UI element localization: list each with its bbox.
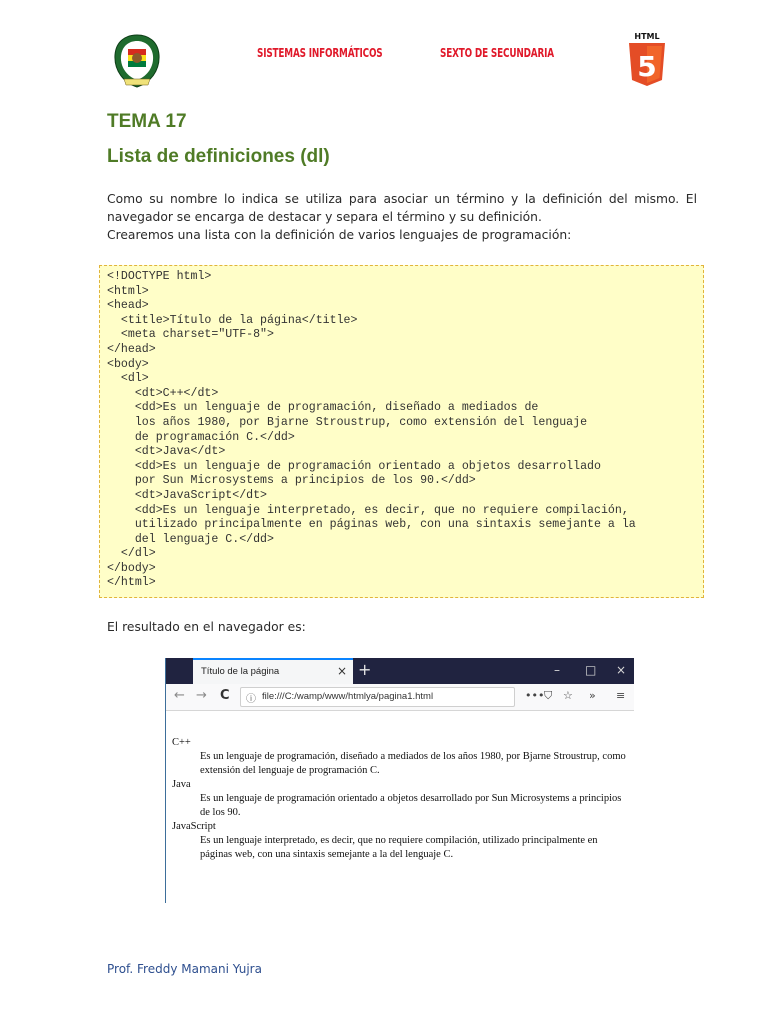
code-line: <dd>Es un lenguaje interpretado, es decir, que no requiere compilación, bbox=[107, 503, 629, 517]
browser-nav-bar bbox=[165, 684, 634, 711]
code-line: los años 1980, por Bjarne Stroustrup, como extensión del lenguaje bbox=[107, 415, 588, 429]
browser-tab[interactable] bbox=[193, 658, 353, 684]
definition-term: Java bbox=[172, 778, 191, 790]
school-crest-icon bbox=[112, 33, 162, 89]
code-line: <title>Título de la página</title> bbox=[107, 313, 358, 327]
header-grade: SEXTO DE SECUNDARIA bbox=[440, 46, 554, 60]
footer-author: Prof. Freddy Mamani Yujra bbox=[107, 962, 262, 976]
info-icon[interactable]: ⓘ bbox=[246, 694, 256, 705]
code-line: </html> bbox=[107, 576, 156, 590]
browser-window bbox=[165, 658, 634, 903]
code-line: <body> bbox=[107, 357, 149, 371]
code-listing bbox=[99, 265, 704, 598]
bookmark-star-icon[interactable]: ☆ bbox=[563, 689, 573, 702]
intro-line-2: Crearemos una lista con la definición de varios lenguajes de programación: bbox=[107, 228, 572, 242]
url-text[interactable]: file:///C:/wamp/www/htmlya/pagina1.html bbox=[262, 691, 434, 702]
window-close-icon[interactable]: × bbox=[616, 663, 627, 677]
new-tab-icon[interactable]: + bbox=[358, 660, 372, 679]
browser-tab-bar bbox=[165, 658, 634, 684]
header-subject: SISTEMAS INFORMÁTICOS bbox=[257, 46, 383, 60]
browser-frame-edge bbox=[165, 658, 166, 903]
overflow-menu-icon[interactable]: » bbox=[589, 689, 596, 702]
html5-logo-icon bbox=[626, 30, 668, 90]
definition-description: Es un lenguaje de programación, diseñado a mediados de los años 1980, por Bjarne Stroustrup, como extensión del lenguaje de programación C. bbox=[200, 750, 626, 776]
code-line: <meta charset="UTF-8"> bbox=[107, 328, 274, 342]
html5-logo-label: HTML bbox=[634, 32, 660, 41]
page-actions-icon[interactable]: ••• bbox=[525, 689, 545, 702]
definition-term: C++ bbox=[172, 736, 191, 748]
code-line: </body> bbox=[107, 561, 156, 575]
code-line: <dt>JavaScript</dt> bbox=[107, 488, 268, 502]
code-line: de programación C.</dd> bbox=[107, 430, 295, 444]
reload-icon[interactable]: C bbox=[220, 688, 230, 703]
code-line: <dl> bbox=[107, 372, 149, 386]
minimize-icon[interactable]: – bbox=[554, 663, 560, 677]
tab-title: Título de la página bbox=[201, 666, 280, 677]
code-line: <!DOCTYPE html> bbox=[107, 270, 212, 283]
pocket-icon[interactable]: ⛉ bbox=[544, 689, 553, 702]
result-label: El resultado en el navegador es: bbox=[107, 620, 306, 634]
tab-close-icon[interactable]: × bbox=[337, 664, 348, 678]
code-line: <head> bbox=[107, 299, 149, 313]
code-line: <dd>Es un lenguaje de programación orientado a objetos desarrollado bbox=[107, 459, 601, 473]
definition-description: Es un lenguaje de programación orientado a objetos desarrollado por Sun Microsystems a principios de los 90. bbox=[200, 792, 622, 818]
address-bar[interactable] bbox=[240, 687, 515, 707]
intro-line-1: Como su nombre lo indica se utiliza para asociar un término y la definición del mismo. El navegador se encarga de destacar y separa el término y su definición. bbox=[107, 192, 697, 224]
code-line: <html> bbox=[107, 284, 149, 298]
intro-paragraph bbox=[107, 190, 697, 244]
code-line: </head> bbox=[107, 342, 156, 356]
rendered-definition-list bbox=[172, 736, 632, 862]
code-line: <dt>C++</dt> bbox=[107, 386, 219, 400]
code-line: del lenguaje C.</dd> bbox=[107, 532, 274, 546]
code-block bbox=[100, 266, 703, 591]
topic-title: TEMA 17 bbox=[107, 111, 187, 132]
code-line: por Sun Microsystems a principios de los 90.</dd> bbox=[107, 474, 476, 488]
definition-term: JavaScript bbox=[172, 820, 216, 832]
back-icon[interactable]: ← bbox=[174, 688, 185, 703]
code-line: <dd>Es un lenguaje de programación, diseñado a mediados de bbox=[107, 401, 539, 415]
forward-icon[interactable]: → bbox=[196, 688, 207, 703]
page-header bbox=[0, 0, 768, 100]
hamburger-menu-icon[interactable]: ≡ bbox=[616, 689, 626, 702]
code-line: <dt>Java</dt> bbox=[107, 445, 226, 459]
code-line: utilizado principalmente en páginas web, con una sintaxis semejante a la bbox=[107, 518, 636, 532]
topic-subtitle: Lista de definiciones (dl) bbox=[107, 146, 330, 167]
definition-description: Es un lenguaje interpretado, es decir, que no requiere compilación, utilizado principalmente en páginas web, con una sintaxis semejante a la del lenguaje C. bbox=[200, 834, 598, 860]
code-line: </dl> bbox=[107, 547, 156, 561]
maximize-icon[interactable]: □ bbox=[585, 663, 597, 677]
html5-logo-number: 5 bbox=[637, 50, 657, 83]
